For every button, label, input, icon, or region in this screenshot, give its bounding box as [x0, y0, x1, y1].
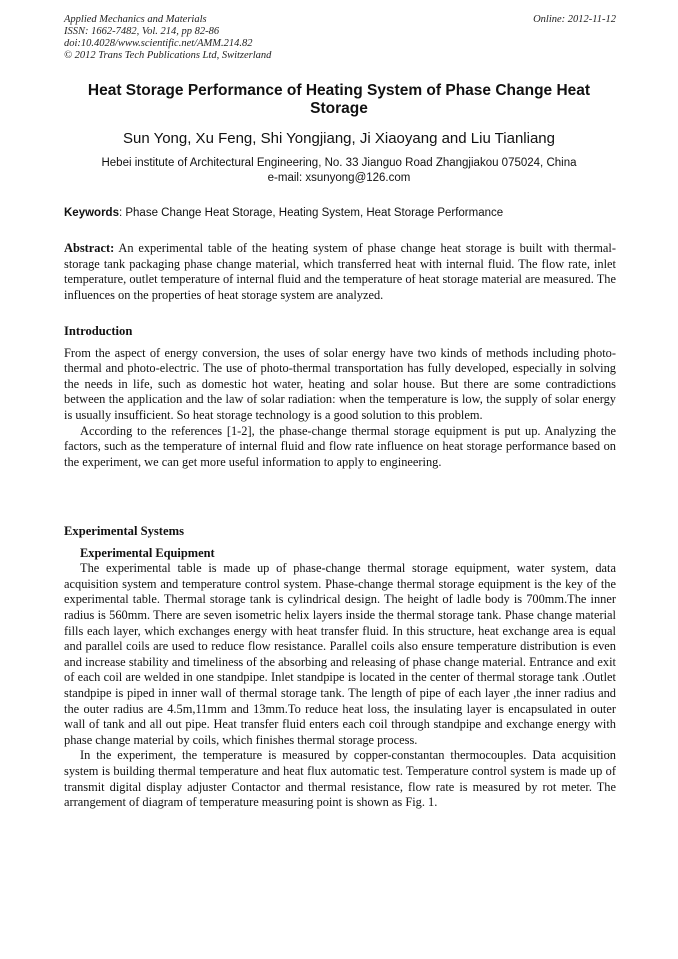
paper-title: Heat Storage Performance of Heating System of Phase Change Heat Storage	[87, 82, 591, 117]
keywords-label: Keywords	[64, 207, 119, 219]
online-date: Online: 2012-11-12	[533, 14, 616, 25]
abstract-text: An experimental table of the heating system of phase change heat storage is built with thermal-storage tank packaging phase change material, which transferred heat with internal fluid. The flow rate, inlet temperature, outlet temperature of internal fluid and the temperature of heat storage material are measured. The influences on the properties of heat storage system are analyzed.	[64, 241, 616, 302]
affiliation-block	[64, 156, 614, 186]
experimental-subheading: Experimental Equipment	[80, 545, 215, 560]
keywords	[64, 206, 616, 220]
affiliation: Hebei institute of Architectural Engineering, No. 33 Jianguo Road Zhangjiakou 075024, China	[101, 157, 577, 169]
publication-header	[64, 14, 616, 62]
author-list: Sun Yong, Xu Feng, Shi Yongjiang, Ji Xiaoyang and Liu Tianliang	[122, 130, 555, 147]
keywords-text: : Phase Change Heat Storage, Heating System, Heat Storage Performance	[118, 207, 504, 219]
experimental-heading: Experimental Systems	[64, 524, 184, 538]
issn-line: ISSN: 1662-7482, Vol. 214, pp 82-86	[64, 26, 220, 37]
abstract-label: Abstract:	[64, 241, 115, 255]
introduction-paragraph-2: According to the references [1-2], the phase-change thermal storage equipment is put up. Analyzing the factors, such as the temperature of internal fluid and flow rate influence on heat storage performance based on the experiment, we can get more useful information to apply to engineering.	[64, 423, 616, 469]
introduction-section	[64, 324, 616, 470]
doi-line: doi:10.4028/www.scientific.net/AMM.214.82	[64, 38, 253, 49]
email: e-mail: xsunyong@126.com	[267, 172, 411, 184]
experimental-paragraph-2: In the experiment, the temperature is measured by copper-constantan thermocouples. Data acquisition system is building thermal temperature and heat flux automatic test. Temperature control system is made up of transmit digital display adjuster Contactor and thermal resistance, flow rate is measured by rot meter. The arrangement of diagram of temperature measuring point is shown as Fig. 1.	[64, 748, 616, 810]
experimental-paragraph-1: The experimental table is made up of phase-change thermal storage equipment, water system, data acquisition system and temperature control system. Phase-change thermal storage equipment is the key of the experimental table. Thermal storage tank is cylindrical design. The height of ladle body is 700mm.The inner radius is 560mm. There are seven isometric helix layers inside the thermal storage tank. Phase change material fills each layer, which exchanges energy with heat transfer fluid. In this structure, heat exchange area is equal and parallel coils are used to reduce flow resistance. Parallel coils also ensure temperature distribution is even and increase stability and timeliness of the absorbing and releasing of phase change material. Entrance and exit of each coil are welded in one standpipe. Inlet standpipe is located in the center of thermal storage tank .Outlet standpipe is piped in inner wall of thermal storage tank. The length of pipe of each layer ,the inner radius and the outer radius are 4.5m,11mm and 13mm.To reduce heat loss, the insulating layer is encapsulated in outer wall of tank and all out pipe. Heat transfer fluid enters each coil through standpipe and exchange energy with phase change material by coils, which finishes thermal storage process.	[64, 561, 616, 747]
abstract	[64, 241, 616, 303]
copyright-line: © 2012 Trans Tech Publications Ltd, Switzerland	[64, 50, 272, 61]
experimental-section	[64, 524, 616, 811]
introduction-heading: Introduction	[64, 324, 133, 338]
introduction-paragraph-1: From the aspect of energy conversion, the uses of solar energy have two kinds of methods including photo-thermal and photo-electric. The use of photo-thermal transportation has fully developed, especially in solving the needs in life, such as domestic hot water, heating and solar house. But there are some contradictions between the application and the law of solar radiation: when the temperature is low, the supply of solar energy is usually insufficient. So heat storage technology is a good solution to this problem.	[64, 345, 616, 422]
journal-name: Applied Mechanics and Materials	[64, 14, 207, 25]
